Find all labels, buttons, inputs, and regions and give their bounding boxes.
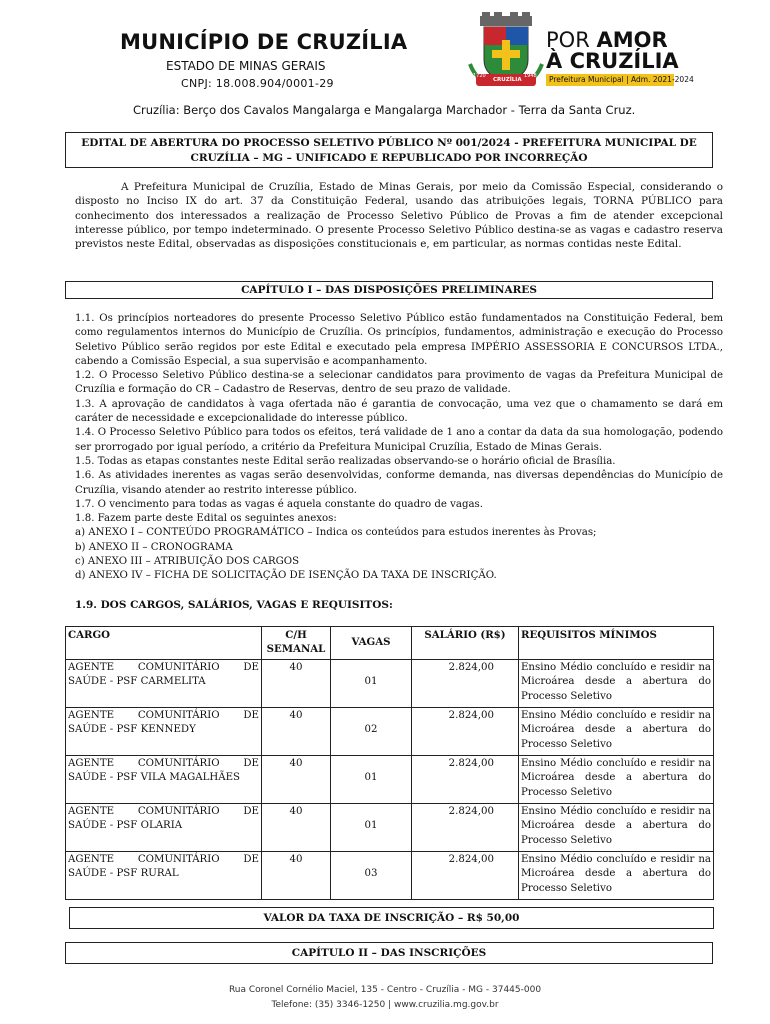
item-1-3: 1.3. A aprovação de candidatos à vaga ofertada não é garantia de convocação, uma vez que o chamamento se dará em caráter de necessidade e excepcionalidade do interesse público. [75,398,723,425]
cnpj-text: CNPJ: 18.008.904/0001-29 [181,77,334,90]
annex-a: a) ANEXO I – CONTEÚDO PROGRAMÁTICO – Indica os conteúdos para estudos inerentes às Provas; [75,527,597,539]
annex-c: c) ANEXO III – ATRIBUIÇÃO DOS CARGOS [75,556,300,568]
salario-cell [412,756,519,804]
vagas-value: 01 [364,820,378,831]
ch-cell: 40 [262,660,331,708]
letterhead [0,0,770,130]
cargo-cell: AGENTE COMUNITÁRIO DE SAÚDE - PSF VILA MAGALHÃES [66,756,262,804]
requisitos-cell: Ensino Médio concluído e residir na Microárea desde a abertura do Processo Seletivo [519,708,714,756]
annex-b: b) ANEXO II – CRONOGRAMA [75,541,233,553]
crest-year-left: 1720 [473,73,486,79]
table-row [66,708,714,756]
intro-text: A Prefeitura Municipal de Cruzília, Estado de Minas Gerais, por meio da Comissão Especial, considerando o disposto no Inciso IX do art. 37 da Constituição Federal, usando das atribuições legais, TORNA PÚBLICO para conhecimento dos interessados a realização de Processo Seletivo Público de Provas a fim de atender excepcional interesse público, por tempo indeterminado. O presente Processo Seletivo Público destina-se as vagas e cadastro reserva previstos neste Edital, observadas as disposições constitucionais e, em particular, as normas contidas neste Edital. [75,181,723,251]
salario-cell [412,660,519,708]
requisitos-cell: Ensino Médio concluído e residir na Microárea desde a abertura do Processo Seletivo [519,852,714,900]
admin-bar: Prefeitura Municipal | Adm. 2021-2024 [546,74,674,86]
slogan-line2: À CRUZÍLIA [546,49,679,73]
item-1-2: 1.2. O Processo Seletivo Público destina-se a selecionar candidatos para provimento de vagas da Prefeitura Municipal de Cruzília e formação do CR – Cadastro de Reservas, dentro de seu prazo de validade. [75,370,723,396]
registration-fee: VALOR DA TAXA DE INSCRIÇÃO – R$ 50,00 [69,907,714,929]
section-1-9-heading: 1.9. DOS CARGOS, SALÁRIOS, VAGAS E REQUISITOS: [75,599,393,611]
slogan-amor: AMOR [596,28,668,52]
vagas-value: 02 [364,724,378,735]
chapter1-heading: CAPÍTULO I – DAS DISPOSIÇÕES PRELIMINARES [65,281,713,299]
crest-banner-text: CRUZÍLIA [493,77,522,83]
col-vagas [331,627,412,660]
col-salario: SALÁRIO (R$) [412,627,519,660]
annex-d: d) ANEXO IV – FICHA DE SOLICITAÇÃO DE ISENÇÃO DA TAXA DE INSCRIÇÃO. [75,570,497,582]
edital-heading-line2: CRUZÍLIA – MG – UNIFICADO E REPUBLICADO POR INCORREÇÃO [190,152,588,164]
ch-cell: 40 [262,756,331,804]
cargos-table [65,626,714,900]
state-subtitle: ESTADO DE MINAS GERAIS [166,59,326,73]
item-1-4: 1.4. O Processo Seletivo Público para todos os efeitos, terá validade de 1 ano a contar da data da sua homologação, podendo ser prorrogado por igual período, a critério da Prefeitura Municipal Cruzília, Estado de Minas Gerais. [75,427,723,453]
vagas-cell [331,756,412,804]
item-1-8: 1.8. Fazem parte deste Edital os seguintes anexos: [75,513,337,525]
vagas-value: 03 [364,868,378,879]
slogan [546,30,679,72]
salario-value: 2.824,00 [448,758,494,769]
vagas-cell [331,708,412,756]
salario-cell [412,804,519,852]
page-footer [0,983,770,1013]
footer-address: Rua Coronel Cornélio Maciel, 135 - Centro - Cruzília - MG - 37445-000 [228,985,542,995]
salario-cell [412,852,519,900]
ch-cell: 40 [262,804,331,852]
table-row [66,660,714,708]
chapter1-items [75,312,723,584]
cargo-cell: AGENTE COMUNITÁRIO DE SAÚDE - PSF OLARIA [66,804,262,852]
salario-value: 2.824,00 [448,854,494,865]
col-requisitos: REQUISITOS MÍNIMOS [519,627,714,660]
intro-paragraph [75,180,723,251]
requisitos-cell: Ensino Médio concluído e residir na Microárea desde a abertura do Processo Seletivo [519,804,714,852]
ch-cell: 40 [262,708,331,756]
col-cargo: CARGO [66,627,262,660]
table-header-row [66,627,714,660]
cargo-cell: AGENTE COMUNITÁRIO DE SAÚDE - PSF KENNEDY [66,708,262,756]
vagas-cell [331,660,412,708]
vagas-value: 01 [364,772,378,783]
salario-value: 2.824,00 [448,806,494,817]
vagas-cell [331,852,412,900]
municipality-title: MUNICÍPIO DE CRUZÍLIA [120,30,408,54]
salario-cell [412,708,519,756]
item-1-7: 1.7. O vencimento para todas as vagas é aquela constante do quadro de vagas. [75,498,484,510]
cargo-cell: AGENTE COMUNITÁRIO DE SAÚDE - PSF RURAL [66,852,262,900]
col-vagas-label: VAGAS [351,636,391,648]
item-1-5: 1.5. Todas as etapas constantes neste Edital serão realizadas observando-se o horário oficial de Brasília. [75,455,616,467]
salario-value: 2.824,00 [448,662,494,673]
vagas-cell [331,804,412,852]
item-1-6: 1.6. As atividades inerentes as vagas serão desenvolvidas, conforme demanda, nas diversas dependências do Município de Cruzília, visando atender ao restrito interesse público. [75,470,723,496]
tagline: Cruzília: Berço dos Cavalos Mangalarga e Mangalarga Marchador - Terra da Santa Cruz. [133,103,636,117]
chapter2-heading: CAPÍTULO II – DAS INSCRIÇÕES [65,942,713,964]
edital-heading [65,132,713,168]
col-ch: C/H SEMANAL [262,627,331,660]
requisitos-cell: Ensino Médio concluído e residir na Microárea desde a abertura do Processo Seletivo [519,756,714,804]
edital-heading-line1: EDITAL DE ABERTURA DO PROCESSO SELETIVO PÚBLICO Nº 001/2024 - PREFEITURA MUNICIPAL DE [81,137,697,149]
slogan-prefix: POR [546,28,597,52]
vagas-value: 01 [364,676,378,687]
requisitos-cell: Ensino Médio concluído e residir na Microárea desde a abertura do Processo Seletivo [519,660,714,708]
table-row [66,756,714,804]
ch-cell: 40 [262,852,331,900]
table-row [66,804,714,852]
crest-year-right: 1948 [524,73,537,79]
item-1-1: 1.1. Os princípios norteadores do presente Processo Seletivo Público estão fundamentados na Constituição Federal, bem como regulamentos internos do Município de Cruzília. Os princípios, fundamentos, administração e execução do Processo Seletivo Público serão regidos por este Edital e executado pela empresa IMPÉRIO ASSESSORIA E CONCURSOS LTDA., cabendo a Comissão Especial, a sua supervisão e acompanhamento. [75,313,723,367]
salario-value: 2.824,00 [448,710,494,721]
table-row [66,852,714,900]
footer-contact: Telefone: (35) 3346-1250 | www.cruzilia.mg.gov.br [271,1000,499,1010]
cargo-cell: AGENTE COMUNITÁRIO DE SAÚDE - PSF CARMELITA [66,660,262,708]
